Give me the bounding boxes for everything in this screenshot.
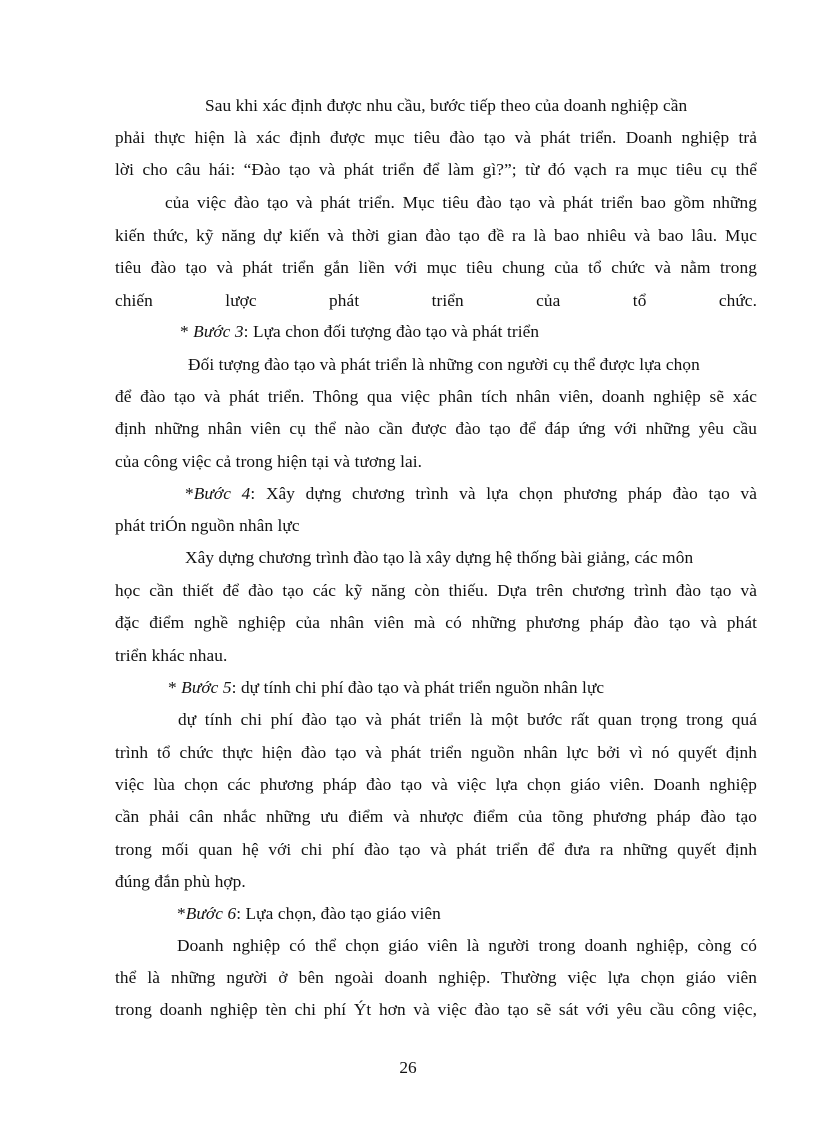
- step-heading-5: [168, 677, 757, 699]
- step-prefix: *: [177, 904, 186, 923]
- paragraph-line: chiến lược phát triển của tổ chức.: [115, 291, 757, 310]
- paragraph-line: phát triÓn nguồn nhân lực: [115, 516, 300, 535]
- paragraph-line: dự tính chi phí đào tạo và phát triển là một bước rất quan trọng trong quá: [178, 710, 757, 729]
- paragraph-line: việc lùa chọn các phương pháp đào tạo và việc lựa chọn giáo viên. Doanh nghiệp: [115, 775, 757, 794]
- paragraph-line: Doanh nghiệp có thể chọn giáo viên là người trong doanh nghiệp, còng có: [177, 936, 757, 955]
- paragraph-line: triển khác nhau.: [115, 646, 228, 665]
- paragraph-line: Sau khi xác định được nhu cầu, bước tiếp theo của doanh nghiệp cần: [205, 96, 688, 115]
- step-prefix: *: [185, 484, 194, 503]
- paragraph-line: Xây dựng chương trình đào tạo là xây dựng hệ thống bài giảng, các môn: [185, 548, 694, 567]
- paragraph-line: học cần thiết để đào tạo các kỹ năng còn thiếu. Dựa trên chương trình đào tạo và: [115, 581, 757, 600]
- step-prefix: *: [168, 678, 182, 697]
- step-prefix: *: [180, 322, 194, 341]
- paragraph-line: lời cho câu hái: “Đào tạo và phát triển để làm gì?”; từ đó vạch ra mục tiêu cụ thể: [115, 160, 757, 179]
- step-colon: :: [250, 484, 266, 503]
- paragraph-line: tiêu đào tạo và phát triển gắn liền với mục tiêu chung của tổ chức và nằm trong: [115, 258, 757, 277]
- step-colon: :: [231, 678, 241, 697]
- step-label: Bước 6: [185, 904, 237, 923]
- paragraph-line: trong doanh nghiệp tèn chi phí Ýt hơn và việc đào tạo sẽ sát với yêu cầu công việc,: [115, 1000, 757, 1019]
- paragraph-line: trình tổ chức thực hiện đào tạo và phát triển nguồn nhân lực bởi vì nó quyết định: [115, 743, 757, 762]
- step-title: dự tính chi phí đào tạo và phát triển nguồn nhân lực: [240, 678, 605, 697]
- page-number: 26: [399, 1058, 417, 1077]
- step-label: Bước 3: [193, 322, 244, 341]
- step-title: Lựa chọn, đào tạo giáo viên: [245, 904, 441, 923]
- step-label: Bước 4: [193, 484, 251, 503]
- step-title: Xây dựng chương trình và lựa chọn phương pháp đào tạo và: [265, 484, 758, 503]
- paragraph-line: trong mối quan hệ với chi phí đào tạo và phát triển để đưa ra những quyết định: [115, 840, 757, 859]
- paragraph-line: phải thực hiện là xác định được mục tiêu đào tạo và phát triển. Doanh nghiệp trả: [115, 128, 757, 147]
- step-title: Lựa chon đối tượng đào tạo và phát triển: [252, 322, 540, 341]
- step-colon: :: [236, 904, 246, 923]
- paragraph-line: Đối tượng đào tạo và phát triển là những con người cụ thể được lựa chọn: [188, 355, 700, 374]
- paragraph-line: của công việc cả trong hiện tại và tương lai.: [115, 452, 423, 471]
- paragraph-line: định những nhân viên cụ thể nào cần được đào tạo để đáp ứng với những yêu cầu: [115, 419, 757, 438]
- paragraph-line: đúng đắn phù hợp.: [115, 872, 246, 891]
- paragraph-line: của việc đào tạo và phát triển. Mục tiêu đào tạo và phát triển bao gồm những: [165, 193, 757, 212]
- paragraph-line: cần phải cân nhắc những ưu điểm và nhược điểm của tõng phương pháp đào tạo: [115, 807, 757, 826]
- paragraph-line: đặc điểm nghề nghiệp của nhân viên mà có những phương pháp đào tạo và phát: [115, 613, 757, 632]
- step-heading-6: [177, 903, 757, 925]
- paragraph-line: kiến thức, kỹ năng dự kiến và thời gian đào tạo đề ra là bao nhiêu và bao lâu. Mục: [115, 226, 757, 245]
- paragraph-line: thể là những người ở bên ngoài doanh nghiệp. Thường việc lựa chọn giáo viên: [115, 968, 757, 987]
- paragraph-line: để đào tạo và phát triển. Thông qua việc phân tích nhân viên, doanh nghiệp sẽ xác: [115, 387, 757, 406]
- step-heading-3: [180, 321, 757, 343]
- step-colon: :: [243, 322, 253, 341]
- step-label: Bước 5: [181, 678, 232, 697]
- step-heading-4: [185, 483, 757, 505]
